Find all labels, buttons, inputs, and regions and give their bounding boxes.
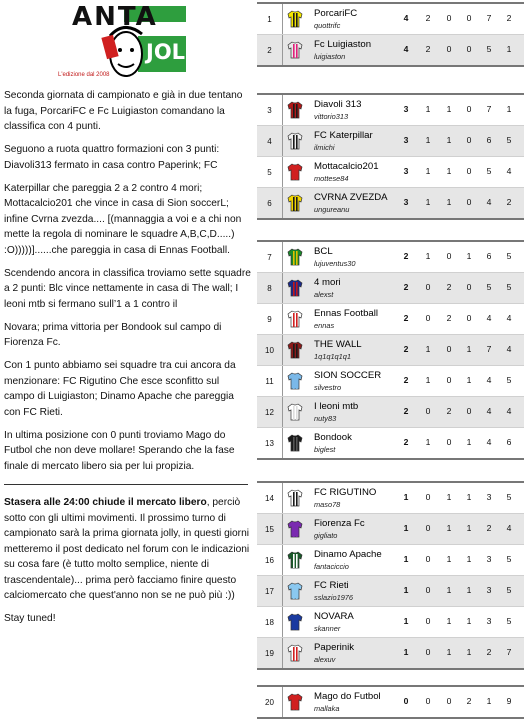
stat-n: 0 <box>466 282 472 292</box>
stat-v: 0 <box>446 437 452 447</box>
stat-n: 0 <box>466 406 472 416</box>
stat-pts: 1 <box>403 647 409 657</box>
stat-v: 0 <box>446 344 452 354</box>
logo-top-text: ANTA <box>72 2 158 32</box>
stat-g: 2 <box>425 13 431 23</box>
stat-v: 2 <box>446 282 452 292</box>
stat-g: 0 <box>425 406 431 416</box>
team-name[interactable]: PorcariFC <box>314 8 358 19</box>
article-paragraph: Scendendo ancora in classifica troviamo sette squadre a 2 punti: Blc vince nettamente in casa di The wall; I leoni mtb si fermano sull’1 a 1 contro il <box>4 267 251 310</box>
stat-n: 0 <box>466 197 472 207</box>
stat-g: 2 <box>425 44 431 54</box>
team-name[interactable]: FC Rieti <box>314 580 349 591</box>
stat-pts: 1 <box>403 492 409 502</box>
team-manager: fantaciccio <box>314 562 349 571</box>
stat-gs: 5 <box>506 251 512 261</box>
standings-row[interactable] <box>257 366 524 397</box>
stat-v: 1 <box>446 647 452 657</box>
standings-row[interactable] <box>257 638 524 668</box>
team-manager: maso78 <box>314 500 341 509</box>
stat-g: 0 <box>425 523 431 533</box>
stat-gs: 5 <box>506 375 512 385</box>
team-name[interactable]: CVRNA ZVEZDA <box>314 192 388 203</box>
shirt-icon <box>287 248 303 266</box>
position-cell: 19 <box>257 638 283 668</box>
shirt-icon <box>287 41 303 59</box>
stat-gf: 7 <box>486 13 492 23</box>
standings-row[interactable] <box>257 687 524 717</box>
stat-pts: 4 <box>403 44 409 54</box>
shirt-icon <box>287 163 303 181</box>
team-manager: lujuventus30 <box>314 259 356 268</box>
stat-gf: 4 <box>486 313 492 323</box>
team-name[interactable]: Fc Luigiaston <box>314 39 372 50</box>
stat-gs: 2 <box>506 13 512 23</box>
stat-g: 1 <box>425 166 431 176</box>
team-manager: alexst <box>314 290 334 299</box>
stat-n: 1 <box>466 554 472 564</box>
stat-pts: 2 <box>403 282 409 292</box>
stat-pts: 3 <box>403 135 409 145</box>
stat-gs: 4 <box>506 523 512 533</box>
position-cell: 10 <box>257 335 283 365</box>
standings-row[interactable] <box>257 188 524 218</box>
stat-v: 1 <box>446 616 452 626</box>
stat-gf: 3 <box>486 616 492 626</box>
news-article <box>4 88 252 634</box>
stat-n: 1 <box>466 585 472 595</box>
team-name[interactable]: FC Katerpillar <box>314 130 373 141</box>
standings-row[interactable] <box>257 483 524 514</box>
team-manager: vittorio313 <box>314 112 349 121</box>
position-cell: 15 <box>257 514 283 544</box>
stat-pts: 2 <box>403 375 409 385</box>
stat-n: 1 <box>466 492 472 502</box>
stat-pts: 2 <box>403 344 409 354</box>
standings-row[interactable] <box>257 545 524 576</box>
article-paragraph: In ultima posizione con 0 punti troviamo Mago do Futbol che non deve mollare! Sperando che la fase finale di mercato libero sia per lui propizia. <box>4 429 235 472</box>
stat-g: 1 <box>425 251 431 261</box>
shirt-icon <box>287 520 303 538</box>
position-cell: 7 <box>257 242 283 272</box>
stat-v: 1 <box>446 104 452 114</box>
standings-row[interactable] <box>257 335 524 366</box>
position-cell: 2 <box>257 35 283 65</box>
stat-v: 1 <box>446 523 452 533</box>
standings-group <box>257 93 524 220</box>
stat-gf: 2 <box>486 647 492 657</box>
team-manager: silvestro <box>314 383 342 392</box>
section-divider <box>4 484 248 485</box>
stat-gf: 5 <box>486 44 492 54</box>
stat-gf: 3 <box>486 554 492 564</box>
shirt-icon <box>287 310 303 328</box>
position-cell: 16 <box>257 545 283 575</box>
fantajolly-logo <box>54 2 211 80</box>
standings-row[interactable] <box>257 95 524 126</box>
standings-row[interactable] <box>257 157 524 188</box>
stat-gf: 3 <box>486 492 492 502</box>
standings-group <box>257 2 524 67</box>
position-cell: 6 <box>257 188 283 218</box>
shirt-icon <box>287 613 303 631</box>
stat-gs: 7 <box>506 647 512 657</box>
stat-v: 1 <box>446 135 452 145</box>
stat-pts: 2 <box>403 251 409 261</box>
standings-group <box>257 481 524 670</box>
standings-row[interactable] <box>257 273 524 304</box>
article-closing <box>4 495 252 604</box>
stat-g: 1 <box>425 437 431 447</box>
team-manager: quottrifc <box>314 21 341 30</box>
position-cell: 8 <box>257 273 283 303</box>
position-cell: 17 <box>257 576 283 606</box>
stat-n: 1 <box>466 437 472 447</box>
stat-gs: 5 <box>506 492 512 502</box>
standings-row[interactable] <box>257 242 524 273</box>
stat-n: 1 <box>466 616 472 626</box>
shirt-icon <box>287 341 303 359</box>
stat-n: 0 <box>466 166 472 176</box>
stat-pts: 3 <box>403 197 409 207</box>
team-manager: ilmichi <box>314 143 335 152</box>
stat-v: 0 <box>446 44 452 54</box>
stat-pts: 2 <box>403 437 409 447</box>
stat-gs: 4 <box>506 406 512 416</box>
stat-g: 0 <box>425 585 431 595</box>
stat-gs: 2 <box>506 197 512 207</box>
position-cell: 5 <box>257 157 283 187</box>
shirt-icon <box>287 10 303 28</box>
logo-tagline: L'edizione dal 2008 <box>58 72 110 78</box>
team-name[interactable]: Dinamo Apache <box>314 549 382 560</box>
shirt-icon <box>287 403 303 421</box>
stat-gf: 2 <box>486 523 492 533</box>
standings-row[interactable] <box>257 35 524 65</box>
article-paragraph: Seconda giornata di campionato e già in due tentano la fuga, PorcariFC e Fc Luigiaston comandano la classifica con 4 punti. <box>4 90 243 132</box>
stat-n: 1 <box>466 375 472 385</box>
stat-g: 0 <box>425 616 431 626</box>
team-manager: ennas <box>314 321 335 330</box>
stat-gs: 6 <box>506 437 512 447</box>
team-name[interactable]: THE WALL <box>314 339 362 350</box>
stat-gf: 5 <box>486 282 492 292</box>
shirt-icon <box>287 551 303 569</box>
stat-gs: 5 <box>506 585 512 595</box>
stat-v: 1 <box>446 585 452 595</box>
standings-row[interactable] <box>257 4 524 35</box>
stat-gf: 4 <box>486 197 492 207</box>
stat-n: 1 <box>466 344 472 354</box>
stat-pts: 2 <box>403 313 409 323</box>
standings-row[interactable] <box>257 607 524 638</box>
stat-g: 0 <box>425 696 431 706</box>
stat-gs: 5 <box>506 616 512 626</box>
standings-group <box>257 685 524 719</box>
team-manager: mottese84 <box>314 174 349 183</box>
stat-g: 0 <box>425 492 431 502</box>
stat-gs: 4 <box>506 313 512 323</box>
team-manager: biglest <box>314 445 336 454</box>
team-name[interactable]: Fiorenza Fc <box>314 518 365 529</box>
article-paragraph: Katerpillar che pareggia 2 a 2 contro 4 mori; Mottacalcio201 che vince in casa di Sion soccerL; infine Cvrna zvezda.... [(mannaggia a voi e a chi non mette la regola di nominare le squadre A,B,C,D.....) :O)))))]......che pareggia in casa di Ennas Football. <box>4 182 242 256</box>
stat-pts: 4 <box>403 13 409 23</box>
stat-gf: 6 <box>486 135 492 145</box>
shirt-icon <box>287 101 303 119</box>
stat-gf: 4 <box>486 375 492 385</box>
position-cell: 14 <box>257 483 283 513</box>
stat-gs: 5 <box>506 554 512 564</box>
stat-n: 0 <box>466 135 472 145</box>
standings-row[interactable] <box>257 397 524 428</box>
stat-pts: 3 <box>403 166 409 176</box>
stat-pts: 3 <box>403 104 409 114</box>
stat-g: 1 <box>425 197 431 207</box>
stat-n: 0 <box>466 104 472 114</box>
team-name[interactable]: I leoni mtb <box>314 401 359 412</box>
team-name[interactable]: Paperinik <box>314 642 354 653</box>
shirt-icon <box>287 279 303 297</box>
stat-v: 0 <box>446 375 452 385</box>
stat-gf: 3 <box>486 585 492 595</box>
stat-v: 0 <box>446 251 452 261</box>
stat-v: 2 <box>446 313 452 323</box>
stat-gf: 5 <box>486 166 492 176</box>
shirt-icon <box>287 372 303 390</box>
logo-bottom-text: JOLLY <box>146 40 211 64</box>
stat-pts: 0 <box>403 696 409 706</box>
stat-n: 1 <box>466 647 472 657</box>
stat-v: 1 <box>446 166 452 176</box>
stat-g: 1 <box>425 375 431 385</box>
team-name[interactable]: BCL <box>314 246 333 257</box>
stat-gf: 4 <box>486 437 492 447</box>
team-name[interactable]: Mottacalcio201 <box>314 161 379 172</box>
article-paragraph: Seguono a ruota quattro formazioni con 3 punti: Diavoli313 fermato in casa contro Paperink; FC <box>4 144 220 171</box>
team-manager: 1q1q1q1q1 <box>314 352 351 361</box>
position-cell: 18 <box>257 607 283 637</box>
article-paragraph: Con 1 punto abbiamo sei squadre tra cui ancora da menzionare: FC Rigutino Che esce sconfitto sul campo di Luigiaston; Dinamo Apache che pareggia con FC Rieti. <box>4 360 236 418</box>
team-manager: ungureanu <box>314 205 350 214</box>
stat-gs: 5 <box>506 282 512 292</box>
stat-g: 0 <box>425 647 431 657</box>
stat-gs: 4 <box>506 344 512 354</box>
stat-n: 0 <box>466 313 472 323</box>
stat-n: 0 <box>466 44 472 54</box>
stat-gf: 7 <box>486 104 492 114</box>
standings-row[interactable] <box>257 428 524 458</box>
shirt-icon <box>287 132 303 150</box>
shirt-icon <box>287 644 303 662</box>
stat-g: 0 <box>425 554 431 564</box>
position-cell: 1 <box>257 4 283 34</box>
stat-gf: 6 <box>486 251 492 261</box>
team-name[interactable]: SION SOCCER <box>314 370 382 381</box>
position-cell: 3 <box>257 95 283 125</box>
position-cell: 11 <box>257 366 283 396</box>
stat-g: 1 <box>425 344 431 354</box>
stat-gs: 5 <box>506 135 512 145</box>
stat-g: 0 <box>425 313 431 323</box>
closing-highlight: Stasera alle 24:00 chiude il mercato libero <box>4 497 207 508</box>
article-signoff: Stay tuned! <box>4 613 56 624</box>
standings-row[interactable] <box>257 514 524 545</box>
stat-n: 2 <box>466 696 472 706</box>
team-manager: mallaka <box>314 704 340 713</box>
stat-g: 1 <box>425 104 431 114</box>
team-name[interactable]: FC RIGUTINO <box>314 487 377 498</box>
shirt-icon <box>287 434 303 452</box>
article-paragraph: Novara; prima vittoria per Bondook sul campo di Fiorenza Fc. <box>4 321 222 348</box>
team-manager: nuty83 <box>314 414 337 423</box>
stat-n: 1 <box>466 523 472 533</box>
closing-text: , perciò sotto con gli ultimi movimenti. Il prossimo turno di campionato sarà la prima giornata jolly, in questi giorni metteremo il post dedicato nel forum con le indicazioni su cosa fare (è tutto molto semplice, niente di trascendentale)... prima però facciamo finire questo calciomercato che quest'anno non se ne può più :)) <box>4 497 250 601</box>
stat-v: 1 <box>446 492 452 502</box>
team-name[interactable]: Mago do Futbol <box>314 691 381 702</box>
shirt-icon <box>287 489 303 507</box>
standings-row[interactable] <box>257 304 524 335</box>
stat-v: 0 <box>446 13 452 23</box>
stat-pts: 1 <box>403 554 409 564</box>
stat-v: 1 <box>446 197 452 207</box>
position-cell: 9 <box>257 304 283 334</box>
stat-gs: 1 <box>506 44 512 54</box>
shirt-icon <box>287 194 303 212</box>
position-cell: 20 <box>257 687 283 717</box>
stat-pts: 1 <box>403 523 409 533</box>
stat-n: 0 <box>466 13 472 23</box>
team-manager: alexuv <box>314 655 336 664</box>
team-name[interactable]: Ennas Football <box>314 308 378 319</box>
standings-row[interactable] <box>257 576 524 607</box>
team-name[interactable]: Diavoli 313 <box>314 99 362 110</box>
team-name[interactable]: 4 mori <box>314 277 341 288</box>
stat-pts: 2 <box>403 406 409 416</box>
stat-g: 1 <box>425 135 431 145</box>
position-cell: 4 <box>257 126 283 156</box>
stat-gs: 4 <box>506 166 512 176</box>
team-manager: skanner <box>314 624 341 633</box>
stat-pts: 1 <box>403 616 409 626</box>
stat-pts: 1 <box>403 585 409 595</box>
team-name[interactable]: NOVARA <box>314 611 354 622</box>
team-manager: gigliato <box>314 531 338 540</box>
position-cell: 12 <box>257 397 283 427</box>
position-cell: 13 <box>257 428 283 458</box>
stat-v: 1 <box>446 554 452 564</box>
standings-group <box>257 240 524 460</box>
stat-gs: 9 <box>506 696 512 706</box>
shirt-icon <box>287 582 303 600</box>
stat-gs: 1 <box>506 104 512 114</box>
stat-g: 0 <box>425 282 431 292</box>
team-manager: sslazio1976 <box>314 593 354 602</box>
stat-n: 1 <box>466 251 472 261</box>
team-name[interactable]: Bondook <box>314 432 352 443</box>
stat-gf: 4 <box>486 406 492 416</box>
stat-v: 2 <box>446 406 452 416</box>
team-manager: luigiaston <box>314 52 346 61</box>
shirt-icon <box>287 693 303 711</box>
stat-gf: 1 <box>486 696 492 706</box>
stat-gf: 7 <box>486 344 492 354</box>
stat-v: 0 <box>446 696 452 706</box>
standings-row[interactable] <box>257 126 524 157</box>
